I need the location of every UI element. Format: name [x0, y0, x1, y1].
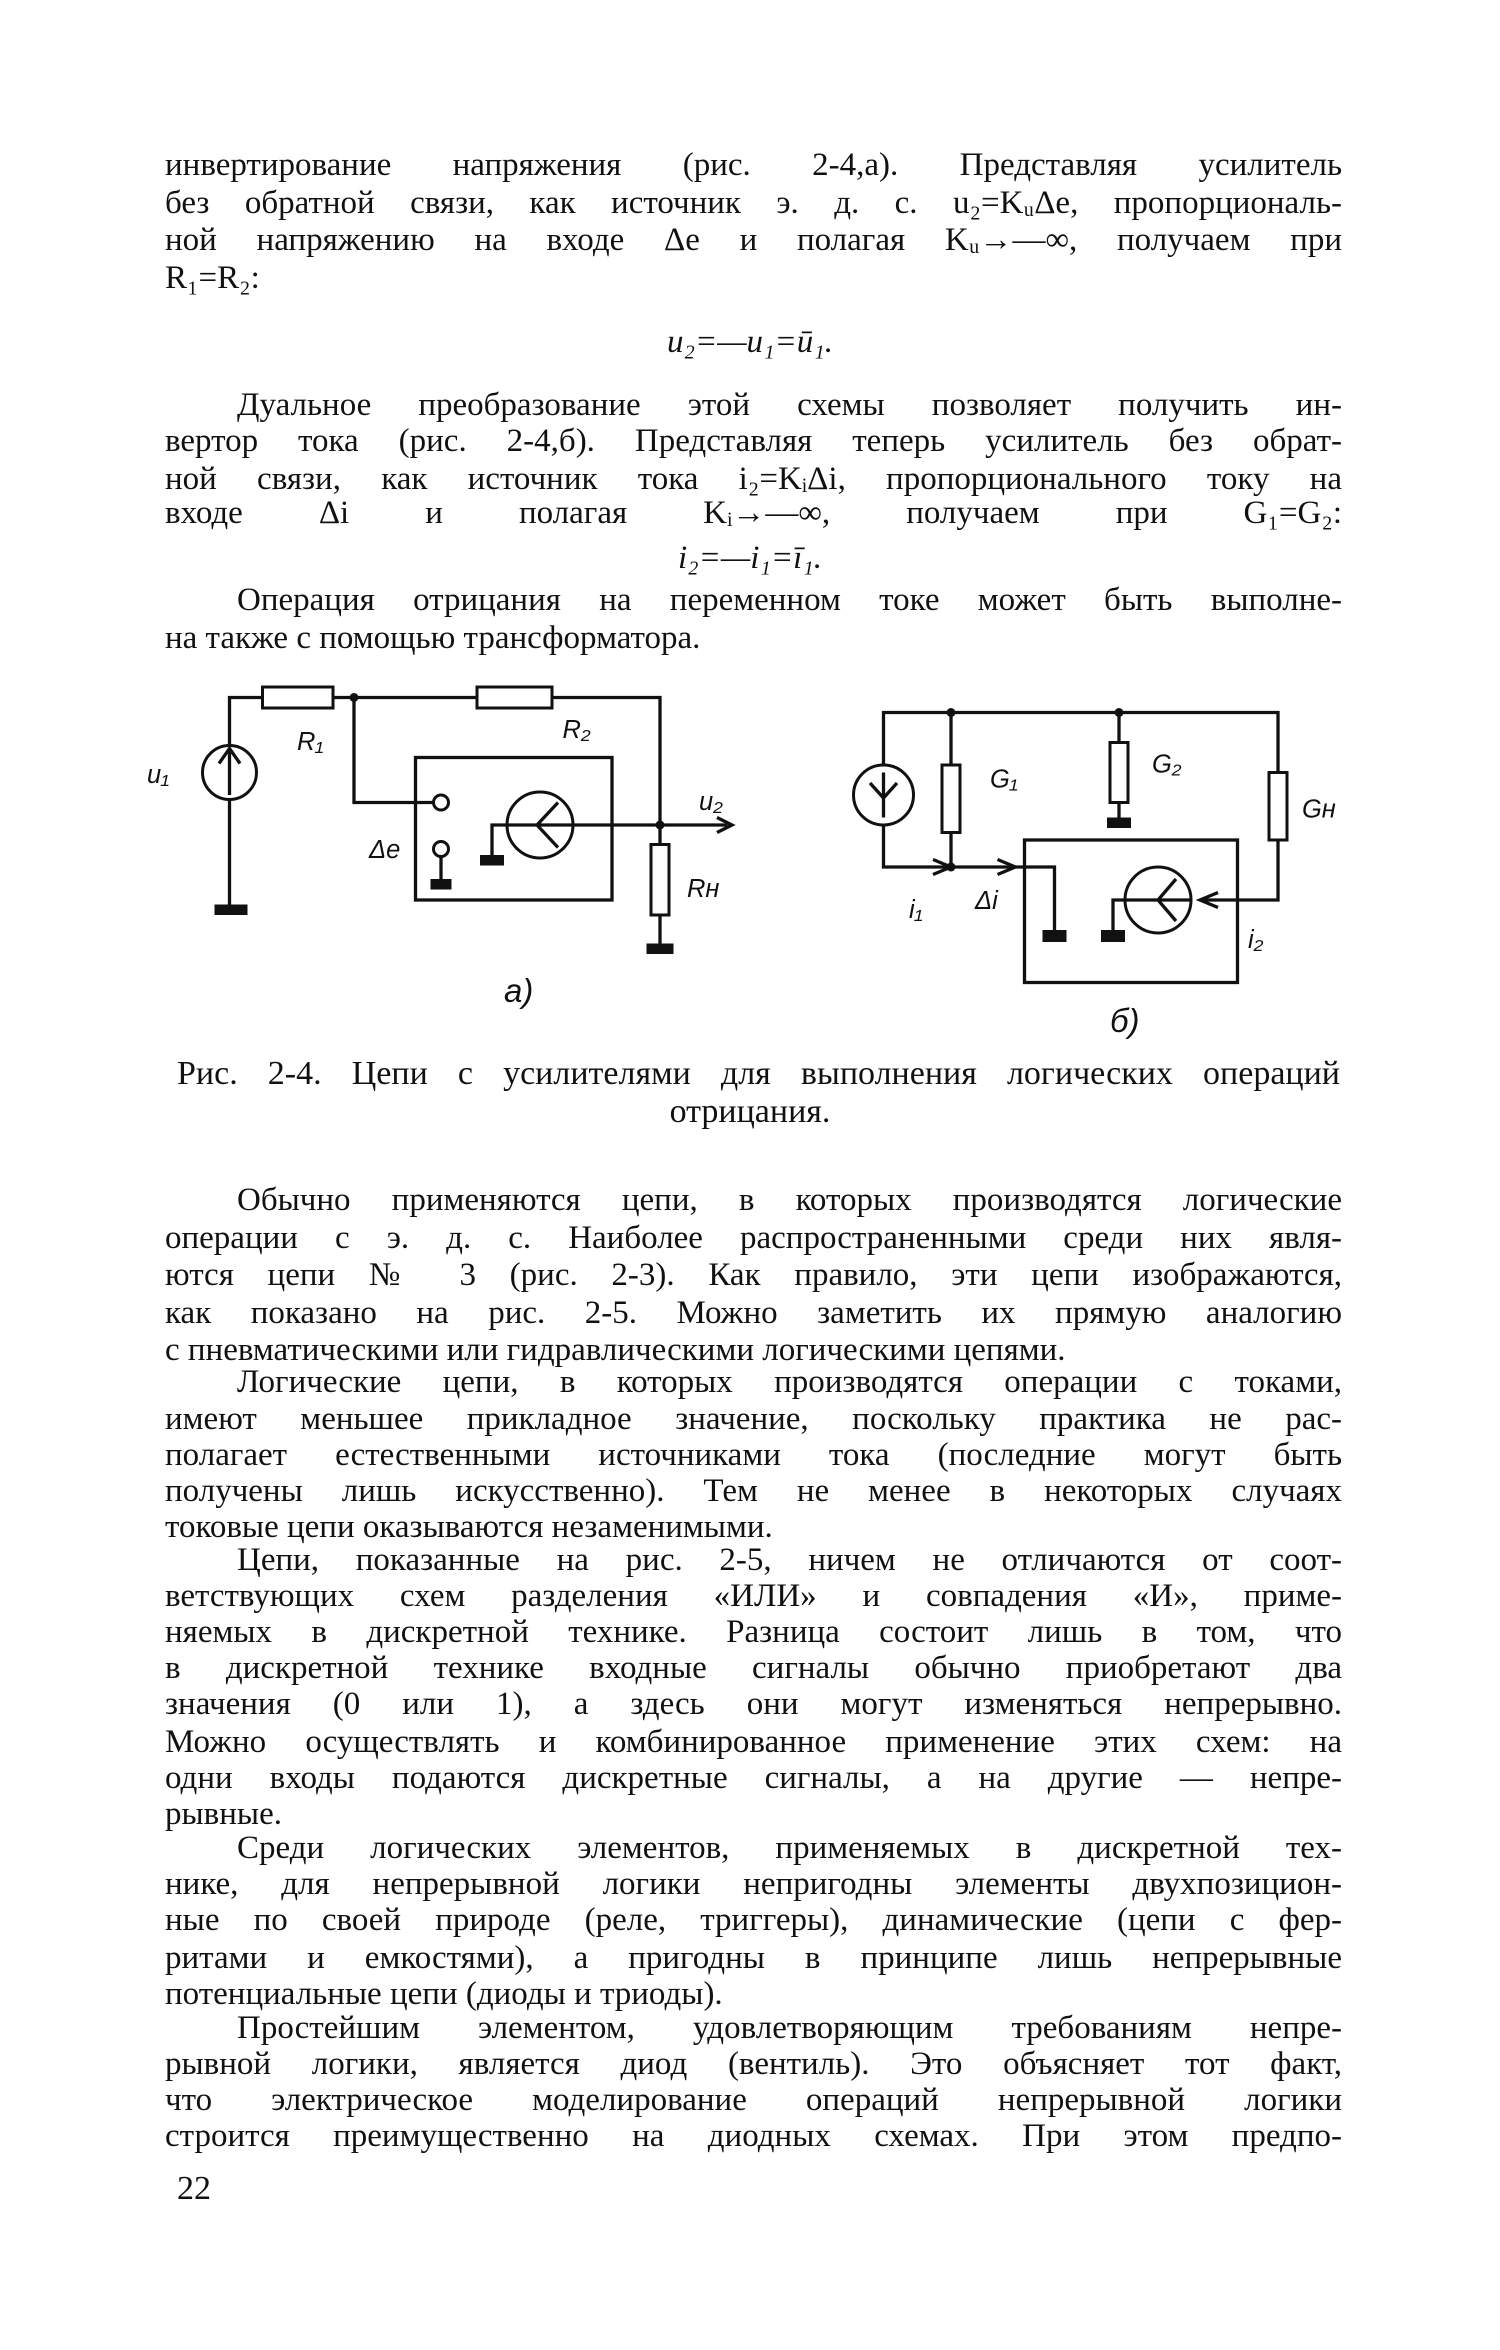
label-delta-i: Δi — [974, 886, 998, 915]
label-i2: i₂ — [1247, 925, 1264, 954]
text-line: получены лишь искусственно). Тем не менее в некоторых случаях — [165, 1473, 1342, 1509]
circuit-a — [147, 687, 732, 1009]
text-line: Простейшим элементом, удовлетворяющим требованиям непре- — [237, 2010, 1342, 2046]
text-line: имеют меньшее прикладное значение, поскольку практика не рас- — [165, 1401, 1342, 1437]
page-number: 22 — [177, 2170, 211, 2207]
label-rn: Rн — [687, 874, 720, 903]
text-line: как показано на рис. 2-5. Можно заметить их прямую аналогию — [165, 1295, 1342, 1331]
text-line: Операция отрицания на переменном токе может быть выполне- — [237, 582, 1342, 618]
label-figure-b: б) — [1109, 1001, 1140, 1039]
label-delta-e: Δe — [369, 835, 401, 864]
label-u1: u₁ — [147, 760, 170, 789]
label-u2: u₂ — [699, 787, 723, 816]
text-line: няемых в дискретной технике. Разница состоит лишь в том, что — [165, 1614, 1342, 1650]
text-line: строится преимущественно на диодных схемах. При этом предпо- — [165, 2118, 1342, 2154]
text-line: без обратной связи, как источник э. д. с. u₂=KᵤΔe, пропорциональ- — [165, 185, 1342, 221]
text-line: ветствующих схем разделения «ИЛИ» и совпадения «И», приме- — [165, 1578, 1342, 1614]
text-line: в дискретной технике входные сигналы обычно приобретают два — [165, 1650, 1342, 1686]
figure-caption: Рис. 2-4. Цепи с усилителями для выполнения логических операций — [177, 1055, 1340, 1092]
circuit-b — [853, 708, 1335, 1039]
resistor-g2 — [1110, 742, 1128, 802]
resistor-gn — [1269, 772, 1287, 839]
text-line: Дуальное преобразование этой схемы позволяет получить ин- — [237, 387, 1342, 423]
text-line: ритами и емкостями), а пригодны в принципе лишь непрерывные — [165, 1940, 1342, 1976]
label-g2: G₂ — [1151, 750, 1182, 779]
text-line: токовые цепи оказываются незаменимыми. — [165, 1509, 773, 1545]
resistor-rn — [651, 844, 669, 914]
text-line: полагает естественными источниками тока (последние могут быть — [165, 1437, 1342, 1473]
text-line: R₁=R₂: — [165, 260, 260, 296]
resistor-g1 — [942, 765, 960, 832]
text-line: нике, для непрерывной логики непригодны элементы двухпозицион- — [165, 1866, 1342, 1902]
label-r2: R₂ — [562, 715, 591, 744]
text-line: ются цепи № 3 (рис. 2-3). Как правило, эти цепи изображаются, — [165, 1257, 1342, 1293]
text-line: ные по своей природе (реле, триггеры), динамические (цепи с фер- — [165, 1902, 1342, 1938]
text-line: инвертирование напряжения (рис. 2-4,а). Представляя усилитель — [165, 147, 1342, 183]
figure-caption-cont: отрицания. — [669, 1093, 831, 1130]
text-line: одни входы подаются дискретные сигналы, а на другие — непре- — [165, 1760, 1342, 1796]
label-figure-a: а) — [504, 971, 534, 1009]
text-line: потенциальные цепи (диоды и триоды). — [165, 1976, 723, 2012]
text-line: операции с э. д. с. Наиболее распространенными среди них явля- — [165, 1220, 1342, 1256]
equation-current-inversion: i₂=—i₁=ī₁. — [677, 540, 823, 576]
text-line: значения (0 или 1), а здесь они могут изменяться непрерывно. — [165, 1686, 1342, 1722]
label-i1: i₁ — [908, 895, 923, 924]
text-line: вертор тока (рис. 2-4,б). Представляя теперь усилитель без обрат- — [165, 423, 1342, 459]
text-line: Обычно применяются цепи, в которых производятся логические — [237, 1182, 1342, 1218]
equation-voltage-inversion: u₂=—u₁=ū₁. — [666, 324, 834, 360]
text-line: на также с помощью трансформатора. — [165, 620, 701, 656]
label-gn: Gн — [1301, 795, 1336, 824]
text-line: Цепи, показанные на рис. 2-5, ничем не отличаются от соот- — [237, 1542, 1342, 1578]
resistor-r1 — [263, 687, 333, 708]
text-line: с пневматическими или гидравлическими логическими цепями. — [165, 1332, 1066, 1368]
text-line: рывной логики, является диод (вентиль). Это объясняет тот факт, — [165, 2046, 1342, 2082]
text-line: ной связи, как источник тока i₂=KᵢΔi, пропорционального току на — [165, 461, 1342, 497]
resistor-r2 — [477, 687, 552, 708]
label-r1: R₁ — [297, 727, 324, 756]
text-line: Логические цепи, в которых производятся операции с токами, — [237, 1364, 1342, 1400]
text-line: Можно осуществлять и комбинированное применение этих схем: на — [165, 1724, 1342, 1760]
label-g1: G₁ — [989, 765, 1018, 794]
text-line: Среди логических элементов, применяемых в дискретной тех- — [237, 1830, 1342, 1866]
text-line: входе Δi и полагая Kᵢ→—∞, получаем при G₁=G₂: — [165, 495, 1342, 531]
text-line: ной напряжению на входе Δe и полагая Kᵤ→—∞, получаем при — [165, 222, 1342, 258]
text-line: что электрическое моделирование операций непрерывной логики — [165, 2082, 1342, 2118]
text-line: рывные. — [165, 1796, 282, 1832]
